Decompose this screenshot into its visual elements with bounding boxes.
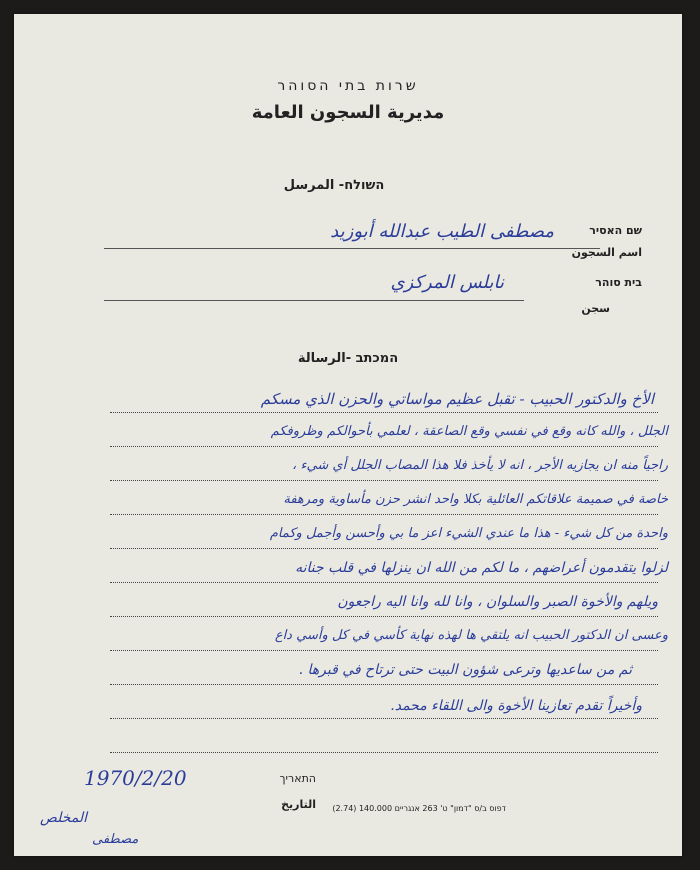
dotted-line — [110, 446, 658, 447]
letter-line: واحدة من كل شيء - هذا ما عندي الشيء اعز ما بي وأحسن وأجمل وكمام — [269, 526, 668, 541]
dotted-line — [110, 412, 658, 413]
dotted-line — [110, 752, 658, 753]
letter-line: وأخيراً تقدم تعازينا الأخوة والى اللقاء محمد. — [390, 698, 642, 714]
dotted-line — [110, 650, 658, 651]
prisoner-name-label-he: שם האסיר — [589, 224, 642, 237]
signature-line2: مصطفى — [92, 832, 139, 847]
letter-line: راجياً منه ان يجازيه الأجر ، انه لا يأخذ فلا هذا المصاب الجلل أي شيء ، — [292, 458, 668, 473]
dotted-line — [110, 616, 658, 617]
letter-line: وعسى ان الدكتور الحبيب انه يلتقي ها لهذه نهاية كأسي في كل وأسي داع — [274, 628, 668, 643]
letter-form — [14, 14, 682, 856]
prison-rule — [104, 300, 524, 301]
dotted-line — [110, 582, 658, 583]
letter-line: الأخ والدكتور الحبيب - تقبل عظيم مواساتي والحزن الذي مسكم — [260, 390, 654, 408]
letter-line: ثم من ساعديها وترعى شؤون البيت حتى ترتاح في قبرها . — [298, 662, 632, 678]
prisoner-name-rule — [104, 248, 600, 249]
prison-label-he: בית סוהר — [595, 276, 642, 289]
prisoner-name-value: مصطفى الطيب عبدالله أبوزيد — [330, 221, 554, 242]
letter-line: ويلهم والأخوة الصبر والسلوان ، وانا لله وانا اليه راجعون — [337, 594, 658, 610]
dotted-line — [110, 684, 658, 685]
prisoner-name-label-ar: اسم السجون — [571, 246, 642, 259]
date-label-ar: التاريخ — [281, 798, 316, 811]
dotted-line — [110, 514, 658, 515]
prison-label-ar: سجن — [581, 302, 610, 315]
prison-value: نابلس المركزي — [390, 272, 504, 293]
sender-heading: השולח- المرسل — [283, 178, 385, 193]
print-info: דפוס ב/ס "דמון" ט' 263 אנגריים 140.000 (2.74) — [332, 804, 506, 813]
date-label-he: התאריך — [279, 772, 316, 785]
signature-line1: المخلص — [40, 810, 88, 826]
date-value: 1970/2/20 — [84, 766, 187, 790]
dotted-line — [110, 718, 658, 719]
dotted-line — [110, 548, 658, 549]
hebrew-service-title: שרות בתי הסוהר — [277, 78, 419, 94]
dotted-line — [110, 480, 658, 481]
letter-line: لزلوا يتقدمون أعراضهم ، ما لكم من الله ان ينزلها في قلب جنانه — [295, 560, 668, 576]
arabic-directorate-title: مديرية السجون العامة — [251, 102, 445, 123]
letter-line: الجلل ، والله كانه وقع في نفسي وقع الصاعقة ، لعلمي بأحوالكم وظروفكم — [270, 424, 668, 439]
letter-heading: המכתב -الرسالة — [297, 351, 399, 366]
letter-line: خاصة في صميمة علاقاتكم العائلية بكلا واحد انشر حزن مأساوية ومرهفة — [283, 492, 668, 507]
